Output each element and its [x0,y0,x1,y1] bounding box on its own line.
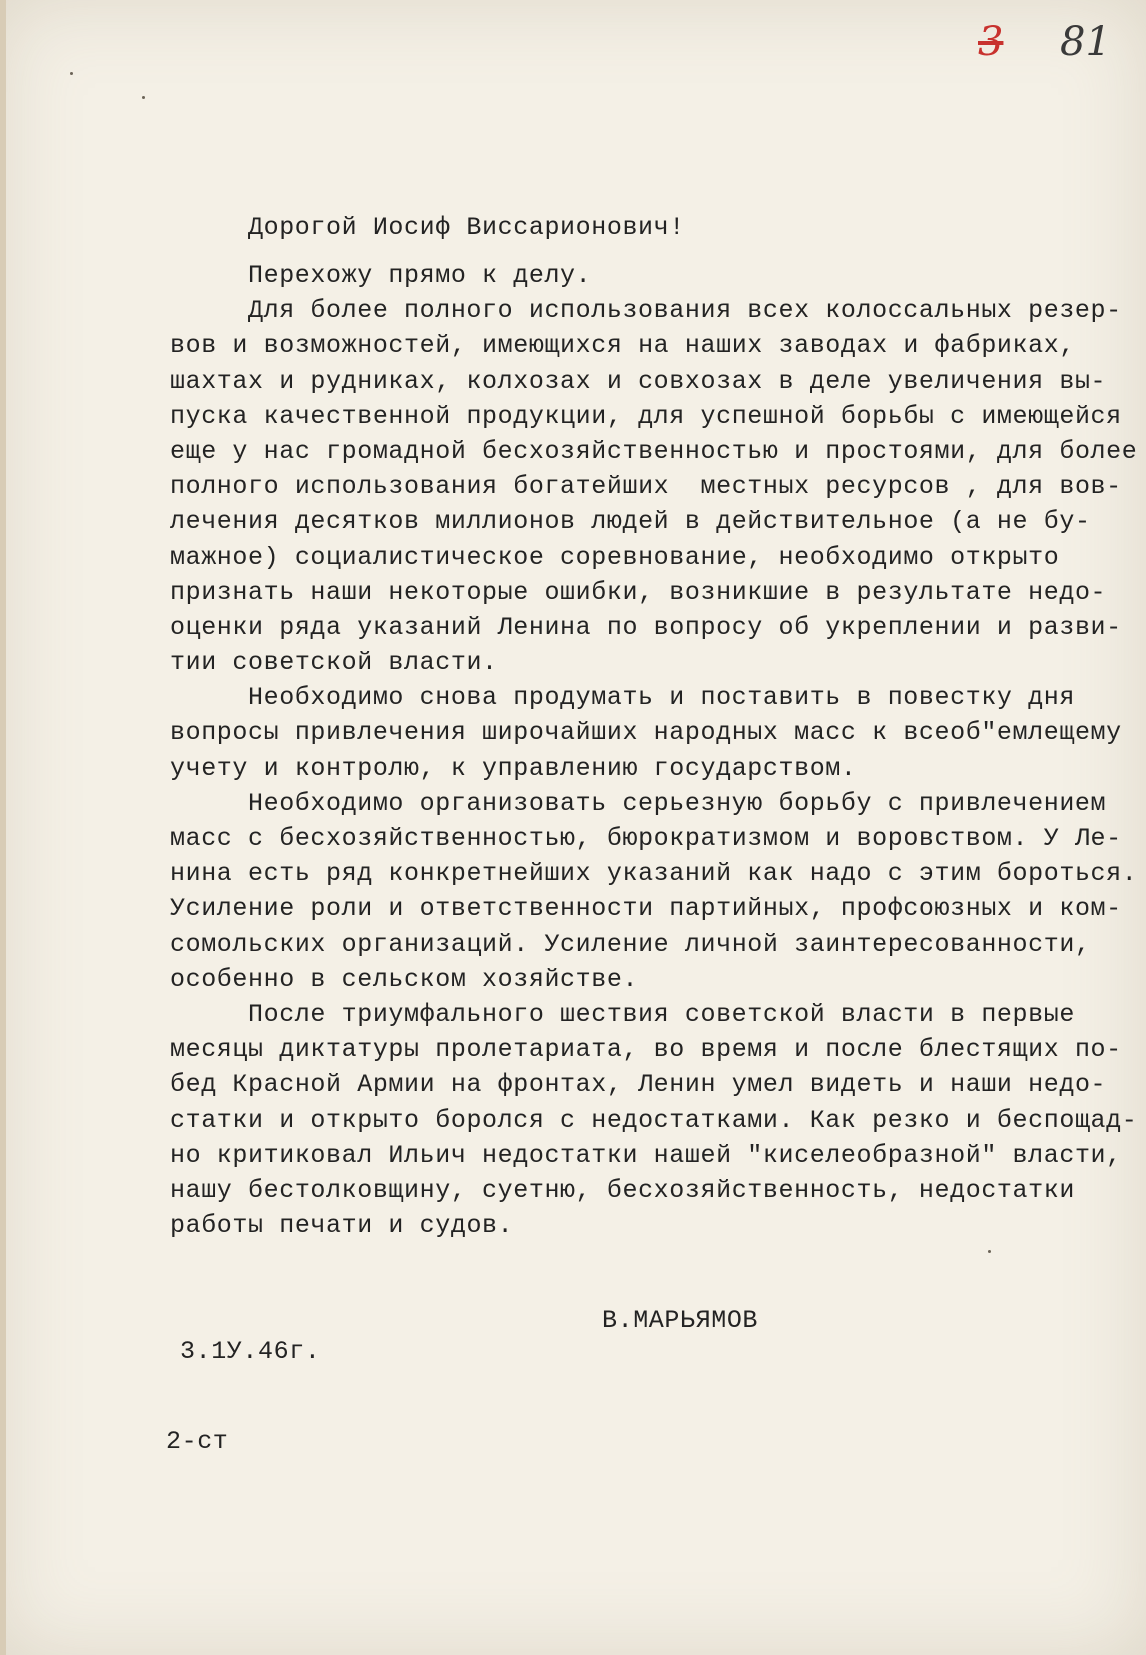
body-line: вов и возможностей, имеющихся на наших заводах и фабриках, [170,331,1075,361]
body-line: После триумфального шествия советской власти в первые [248,999,1075,1029]
body-line: месяцы диктатуры пролетариата, во время и после блестящих по- [170,1035,1122,1065]
body-line: шахтах и рудниках, колхозах и совхозах в деле увеличения вы- [170,366,1107,396]
body-line: учету и контролю, к управлению государством. [170,753,857,783]
body-line: работы печати и судов. [170,1211,514,1241]
body-line: лечения десятков миллионов людей в действительное (а не бу- [170,507,1091,537]
body-line: особенно в сельском хозяйстве. [170,964,639,994]
struck-folio-number: 3 [978,19,1004,65]
body-line: пуска качественной продукции, для успешной борьбы с имеющейся [170,401,1122,431]
body-line: еще у нас громадной бесхозяйственностью и простоями, для более [170,436,1138,466]
letter-body [170,258,1138,1243]
body-line: Необходимо организовать серьезную борьбу с привлечением [248,788,1107,818]
letter-date: 3.1У.46г. [180,1337,321,1366]
folio-number: 81 [1060,19,1111,65]
body-line: статки и открыто боролся с недостатками. Как резко и беспощад- [170,1105,1138,1135]
body-line: нашу бестолковщину, суетню, бесхозяйственность, недостатки [170,1175,1075,1205]
body-line: Перехожу прямо к делу. [248,261,592,290]
body-line: полного использования богатейших местных ресурсов , для вов- [170,472,1122,502]
body-line: тии советской власти. [170,648,498,678]
signature: В.МАРЬЯМОВ [602,1306,759,1335]
salutation: Дорогой Иосиф Виссарионович! [248,213,685,242]
body-line: масс с бесхозяйственностью, бюрократизмом и воровством. У Ле- [170,824,1122,853]
body-line: мажное) социалистическое соревнование, необходимо открыто [170,542,1060,572]
body-line: бед Красной Армии на фронтах, Ленин умел видеть и наши недо- [170,1070,1107,1100]
body-line: но критиковал Ильич недостатки нашей "киселеобразной" власти, [170,1140,1122,1170]
paper-speck [142,96,145,99]
body-line: Усиление роли и ответственности партийных, профсоюзных и ком- [170,894,1122,924]
page-edge [0,0,6,1655]
paper-speck [988,1250,991,1253]
paper-speck [70,72,73,75]
body-line: вопросы привлечения широчайших народных масс к всеоб"емлещему [170,718,1122,748]
body-line: признать наши некоторые ошибки, возникшие в результате недо- [170,577,1107,607]
copy-note: 2-ст [166,1427,229,1456]
body-line: сомольских организаций. Усиление личной заинтересованности, [170,929,1091,959]
body-line: Необходимо снова продумать и поставить в повестку дня [248,683,1075,713]
body-line: нина есть ряд конкретнейших указаний как надо с этим бороться. [170,859,1138,889]
body-line: оценки ряда указаний Ленина по вопросу об укреплении и разви- [170,612,1122,642]
body-line: Для более полного использования всех колоссальных резер- [248,296,1122,326]
